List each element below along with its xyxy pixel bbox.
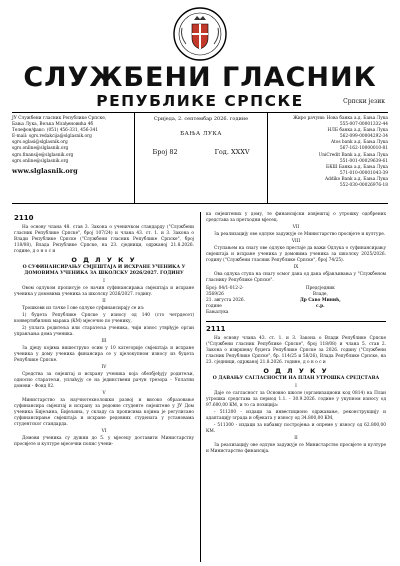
account-line: UniCredit Bank а.д. Бања Лука — [318, 152, 388, 158]
section-number: VI — [101, 429, 107, 434]
section-number: VII — [292, 225, 300, 230]
publisher-line: Телефон/факс: (051) 456-331, 456-341 — [12, 128, 99, 134]
publisher-line: E-mail: sgrs.redakcija@slglasnik.org — [12, 134, 92, 140]
publisher-line: ЈУ Службени гласник Републике Српске, — [12, 116, 107, 121]
act-intro: На основу члана 43. ст. 1. и 3. Закона о Влади Републике Српске ("Службени гласник Републике Српске", број 118/08) и члана 5. став 2. Закона о извршењу буџета Републике Српске за 2026. годину ("Службени гласник Републике Српске", бр. 114/25 и 58/26), Влада Републике Српске, на 23. сједници, одржаној 21.8.2026. године, д о н о с и — [206, 336, 386, 365]
paragraph: 2) уплата родитеља или старатеља ученика, чији износ утврђује орган управљања дома ученика. — [14, 326, 194, 337]
column-divider — [200, 212, 201, 562]
publisher-info — [12, 116, 124, 174]
bank-accounts — [270, 116, 388, 189]
publisher-line: sgrs.online@slglasnik.org — [12, 146, 69, 152]
reference-city: Бањалука — [206, 310, 229, 315]
paragraph: Трошкови из тачке I ове одлуке суфинансирају се из: — [22, 306, 145, 311]
publisher-line: sgrs.finansije@slglasnik.org — [12, 152, 74, 158]
account-line: Addiko Bank а.д. Бања Лука — [324, 176, 388, 182]
paragraph: Даје се сагласност за Основно школе (организациони код 0814) на План утрошка средстава за период 1.1. - 30.9.2026. године у укупном износу од 97.600,00 КМ, и то са позиција: — [206, 391, 386, 408]
section-number: III — [101, 339, 107, 344]
account-line: НЛБ банка а.д. Бања Лука — [327, 128, 388, 134]
issue-info — [134, 113, 268, 203]
paragraph: Средства за смјештај и исхрану ученика која обезбјеђују родитељи, односно старатељи, уплаћују се на јединствени рачун трезора - Уплатни домови - Фонд 02. — [14, 372, 194, 389]
reference-date: 21. августа 2026. године — [206, 298, 245, 309]
section-number: I — [103, 279, 105, 284]
signatory-body: Владе, — [312, 292, 328, 297]
decision-label: О Д Л У К У — [263, 367, 329, 375]
section-number: IX — [293, 265, 299, 270]
account-line: 567-162-10000010-81 — [339, 146, 388, 152]
section-number: II — [102, 299, 106, 304]
act-number: 2111 — [206, 325, 226, 333]
issue-number: Број 82 — [152, 148, 178, 156]
account-line: Atos bank a.д. Бања Лука — [331, 140, 388, 146]
publisher-line: sgrs.oglasi@slglasnik.org — [12, 140, 68, 146]
act-number: 2110 — [14, 214, 34, 222]
paragraph: Министарство за научнотехнолошки развој и високо образовање суфинансира смјештај и исхрану за редовне студенте смјештене у ЈУ Дом ученика Бијељина, Бијељина, у складу са прописима којима је регулисано суфинансирање смјештаја и исхране редовних студената у установама студентског стандарда. — [14, 398, 194, 427]
section-number: II — [294, 436, 298, 441]
website-link[interactable]: www.slglasnik.org — [12, 166, 78, 175]
account-line: 551-001-00029639-61 — [339, 158, 388, 164]
section-number: V — [102, 391, 106, 396]
publisher-line: Бања Лука, Вељка Млађеновића 4б — [12, 122, 94, 128]
paragraph: - 511300 - издаци за набавку постројења и опреме у износу од 62.800,00 КМ. — [206, 423, 386, 434]
act-intro: На основу члана 48. став 3. Закона о ученичком стандарду ("Службени гласник Републике Српске", број 107/24) и члана 43. ст. 1. и 3. Закона о Влади Републике Српске ("Службени гласник Републике Српске", број 118/08), Влада Републике Српске, на 23. сједници, одржаној 21.8.2026. године, д о н о с и — [14, 225, 194, 254]
gazette-title: СЛУЖБЕНИ ГЛАСНИК — [23, 62, 377, 93]
masthead-info-bar — [12, 112, 388, 204]
decision-label: О Д Л У К У — [71, 256, 137, 264]
signatory-name: Др Саво Минић, с.р. — [299, 298, 341, 309]
right-column — [206, 212, 386, 456]
account-line: 555-007-00001332-44 — [339, 122, 388, 128]
issue-city: БАЊА ЛУКА — [180, 131, 222, 137]
paragraph: Ова одлука ступа на снагу осмог дана од дана објављивања у "Службеном гласнику Републике Српске". — [206, 272, 386, 283]
publisher-line: sgrs.online@slglasnik.org — [12, 158, 69, 164]
account-line: Жиро рачуни: Нова банка а.д. Бања Лука — [293, 116, 388, 121]
paragraph: За реализацију ове одлуке задужује се Министарство просвјете и културе. — [214, 232, 386, 237]
coat-of-arms-emblem — [172, 6, 228, 62]
signature-block — [206, 286, 386, 316]
paragraph: ка смјештених у дому, те финансијски извјештај о утрошку одобрених средстава за претходни мјесец. — [206, 212, 386, 223]
section-number: I — [295, 384, 297, 389]
left-column — [14, 212, 194, 449]
decision-heading: О ДАВАЊУ САГЛАСНОСТИ НА ПЛАН УТРОШКА СРЕДСТАВА — [212, 376, 380, 381]
reference-number: Број: 04/1-012-2-3569/26 — [206, 286, 244, 297]
act-separator — [206, 321, 386, 322]
issue-date: Сриједа, 2. септембар 2026. године — [153, 116, 249, 122]
language-label: Српски језик — [343, 98, 385, 105]
account-line: 552-030-00026976-18 — [339, 183, 388, 189]
issue-year: Год. XXXV — [214, 148, 250, 156]
section-number: IV — [101, 365, 107, 370]
paragraph: 1) буџета Републике Српске у износу од 140 (сто четрдесет) конвертибилних марака (КМ) мјесечно по ученику, — [14, 313, 194, 324]
account-line: БКШ Банка а.д. Бања Лука — [326, 164, 388, 170]
paragraph: Овом одлуком прописује се начин суфинансирања смјештаја и исхране ученика у домовима ученика за школску 2026/2027. годину. — [14, 286, 194, 297]
paragraph: Домови ученика су дужни до 5. у мјесецу доставити Министарству просвјете и културе мјесечни попис учени- — [14, 436, 194, 447]
decision-heading: О СУФИНАНСИРАЊУ СМЈЕШТАЈА И ИСХРАНЕ УЧЕНИКА У ДОМОВИМА УЧЕНИКА ЗА ШКОЛСКУ 2026/2027. ГОДИНУ — [22, 265, 186, 276]
gazette-subtitle: РЕПУБЛИКЕ СРПСКЕ — [96, 92, 304, 110]
paragraph: За реализацију ове одлуке задужује се Министарство просвјете и културе и Министарство финансија. — [206, 443, 386, 454]
account-line: 562-099-00004292-34 — [339, 134, 388, 140]
signatory-role: Предсједник — [305, 286, 335, 291]
paragraph: За дјецу којима вишеструко осим у 10 категорије смјештаја и исхране ученика у дому ученика финансира се у цјелокупном износу из буџета Републике Српске. — [14, 346, 194, 363]
account-line: 571-010-00001043-39 — [339, 170, 388, 176]
section-number: VIII — [291, 239, 301, 244]
paragraph: - 511200 - издаци за инвестиционо одржавање, реконструкцију и адаптацију зграда и објеката у износу од 34.800,00 КМ, — [206, 410, 386, 421]
paragraph: Ступањем на снагу ове одлуке престаје да важи Одлука о суфинансирању смјештаја и исхране ученика у домовима ученика за школску 2025/2026. годину ("Службени гласник Републике Српске", број 74/25). — [206, 246, 386, 263]
